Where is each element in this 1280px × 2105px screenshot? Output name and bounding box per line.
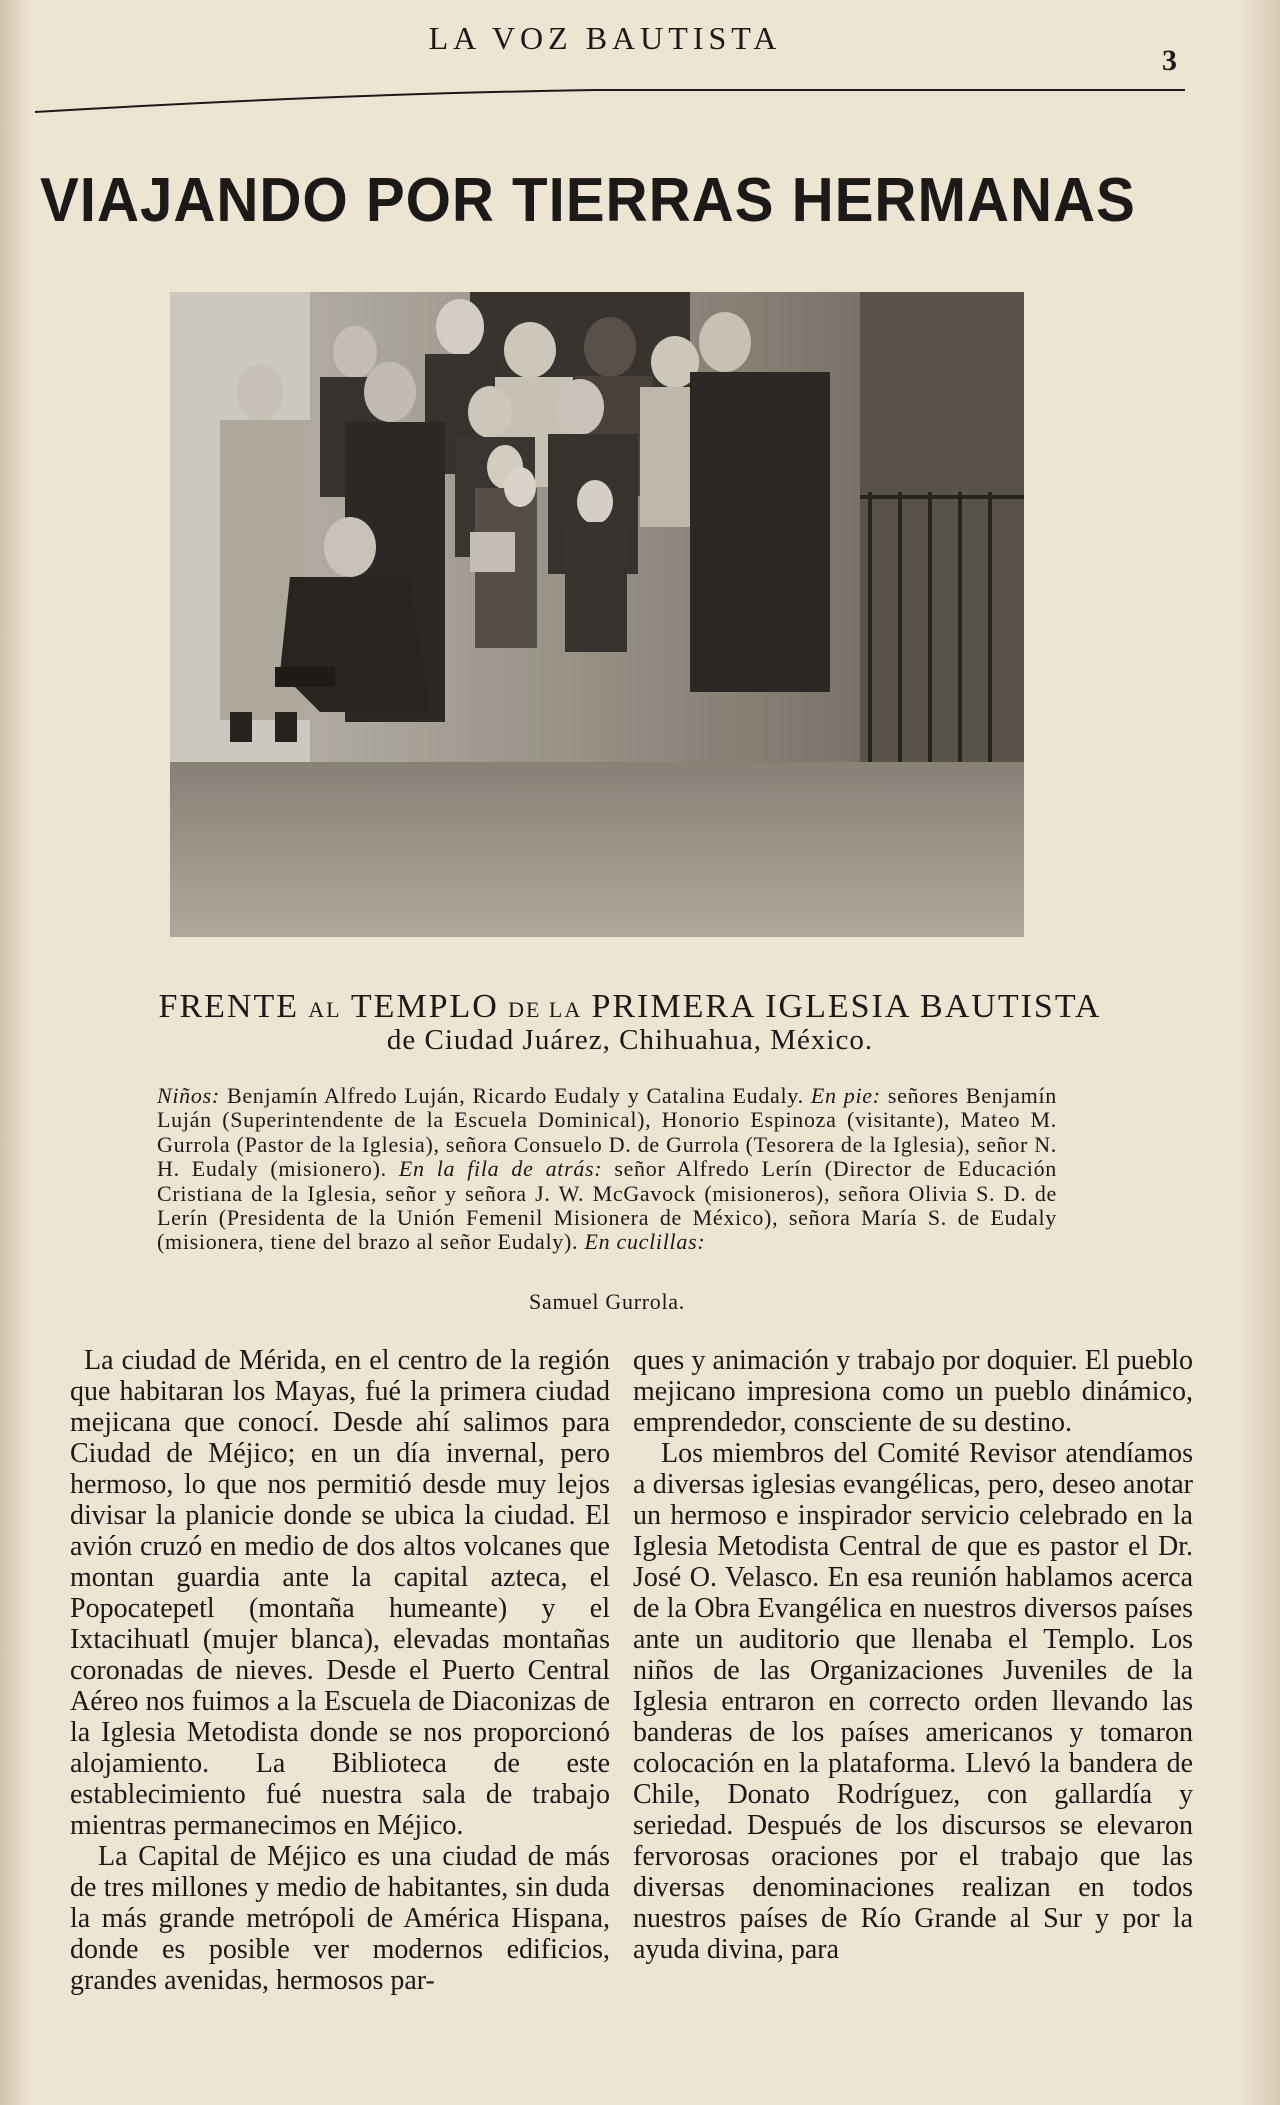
page-edge-shadow [0, 0, 30, 2105]
article-paragraph: ques y animación y trabajo por doquier. El pueblo mejicano impresiona como un pueblo dinámico, emprendedor, consciente de su destino. [633, 1345, 1193, 1438]
article-paragraph: Los miembros del Comité Revisor atendíamos a diversas iglesias evangélicas, pero, deseo anotar un hermoso e inspirador servicio celebrado en la Iglesia Metodista Central de que es pastor el Dr. José O. Velasco. En esa reunión hablamos acerca de la Obra Evangélica en nuestros diversos países ante un auditorio que llenaba el Templo. Los niños de las Organizaciones Juveniles de la Iglesia entraron en correcto orden llevando las banderas de los países americanos y tomaron colocación en la plataforma. Llevó la bandera de Chile, Donato Rodríguez, con gallardía y seriedad. Después de los discursos se elevaron fervorosas oraciones por el trabajo que las diversas denominaciones realizan en todos nuestros países de Río Grande al Sur y por la ayuda divina, para [633, 1438, 1193, 1965]
caption-label: Niños: [157, 1083, 220, 1108]
caption-heading-word: FRENTE [158, 988, 299, 1025]
caption-label: En pie: [803, 1083, 881, 1108]
caption-body [157, 1084, 1057, 1255]
article-paragraph: La Capital de Méjico es una ciudad de más de tres millones y medio de habitantes, sin duda la más grande metrópoli de América Hispana, donde es posible ver modernos edificios, grandes avenidas, hermosos par- [70, 1841, 610, 1996]
caption-heading-word: AL [308, 997, 342, 1022]
article-headline: VIAJANDO POR TIERRAS HERMANAS [40, 166, 1136, 235]
header-rule [35, 88, 1185, 114]
caption-subheading: de Ciudad Juárez, Chihuahua, México. [386, 1024, 874, 1056]
caption-text: Samuel Gurrola. [529, 1289, 685, 1314]
article-paragraph: La ciudad de Mérida, en el centro de la región que habitaran los Mayas, fué la primera ciudad mejicana que conocí. Desde ahí salimos para Ciudad de Méjico; en un día invernal, pero hermoso, lo que nos permitió desde muy lejos divisar la planicie donde se ubica la ciudad. El avión cruzó en medio de dos altos volcanes que montan guardia ante la capital azteca, el Popocatepetl (montaña humeante) y el Ixtacihuatl (mujer blanca), elevadas montañas coronadas de nieves. Desde el Puerto Central Aéreo nos fuimos a la Escuela de Diaconizas de la Iglesia Metodista donde se nos proporcionó alojamiento. La Biblioteca de este establecimiento fué nuestra sala de trabajo mientras permanecimos en Méjico. [70, 1345, 610, 1841]
caption-heading [150, 990, 1110, 1027]
caption-heading-word: TEMPLO [350, 988, 499, 1025]
article-column-right [633, 1345, 1193, 1965]
group-photo-illustration [170, 292, 1024, 937]
caption-text: señor Alfredo Lerín (Director de Educación Cristiana de la Iglesia, señor y señora J. W. McGavock (misioneros), señora Olivia S. D. de Lerín (Presidenta de la Unión Femenil Misionera de México), señora María S. de Eudaly (misionera, tiene del brazo al señor Eudaly). [157, 1156, 1058, 1255]
caption-heading-word: PRIMERA IGLESIA BAUTISTA [591, 988, 1102, 1025]
caption-label: En la fila de atrás: [386, 1156, 603, 1182]
caption-heading-word: DE LA [508, 997, 583, 1022]
magazine-title: LA VOZ BAUTISTA [428, 20, 782, 56]
caption-text: Benjamín Alfredo Luján, Ricardo Eudaly y Catalina Eudaly. [219, 1083, 804, 1108]
caption-label: En cuclillas: [578, 1229, 706, 1255]
page-edge-shadow [1240, 0, 1280, 2105]
group-photo [170, 292, 1024, 937]
page-number: 3 [1162, 44, 1177, 77]
article-column-left [70, 1345, 610, 1996]
caption-text: señores Benjamín Luján (Superintendente de la Escuela Dominical), Honorio Espinoza (visitante), Mateo M. Gurrola (Pastor de la Iglesia), señora Consuelo D. de Gurrola (Tesorera de la Iglesia), señor N. H. Eudaly (misionero). [157, 1083, 1057, 1182]
